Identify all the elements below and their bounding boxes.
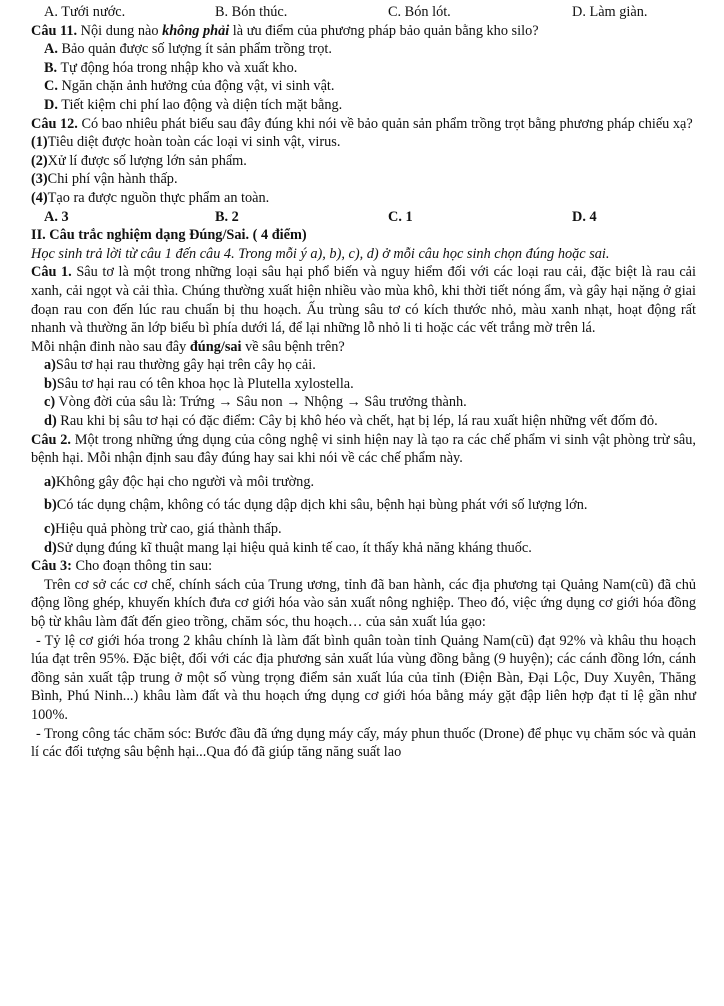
option-key: B. (44, 59, 58, 76)
answer-b[interactable] (215, 208, 388, 227)
tf-question-1-prompt (31, 338, 696, 357)
statement-4 (31, 189, 696, 208)
option-text: Ngăn chặn ảnh hưởng của động vật, vi sinh vật. (57, 78, 335, 95)
tf-question-3-text: Cho đoạn thông tin sau: (71, 558, 213, 575)
tf-question-2-item-b[interactable] (31, 496, 696, 515)
tf-question-1-item-d[interactable] (31, 412, 696, 431)
option-text: Bảo quản được số lượng ít sản phẩm trồng trọt. (57, 41, 332, 58)
option-c[interactable]: C. Bón lót. (388, 4, 451, 20)
tf-question-2-label: Câu 2. (31, 431, 71, 448)
statement-text: Tiêu diệt được hoàn toàn các loại vi sinh vật, virus. (47, 134, 341, 151)
prompt-pre: Mỗi nhận đinh nào sau đây (31, 338, 190, 355)
tf-question-2-item-a[interactable] (31, 473, 696, 492)
item-text: Rau khi bị sâu tơ hại có đặc điểm: Cây bị khô héo và chết, hạt bị lép, lá rau xuất hiện những vết đốm đỏ. (56, 413, 658, 430)
statement-text: Xử lí được số lượng lớn sản phẩm. (47, 152, 247, 169)
statement-text: Tạo ra được nguồn thực phẩm an toàn. (47, 189, 270, 206)
statement-key: (2) (31, 152, 48, 169)
tf-question-3-label: Câu 3: (31, 558, 72, 575)
statement-1 (31, 133, 696, 152)
item-text: Có tác dụng chậm, không có tác dụng dập dịch khi sâu, bệnh hại bùng phát với số lượng lớn. (56, 497, 588, 514)
item-text: Vòng đời của sâu là: Trứng → Sâu non → Nhộng → Sâu trưởng thành. (55, 394, 467, 411)
tf-question-1-item-a[interactable] (31, 356, 696, 375)
statement-text: Chi phí vận hành thấp. (47, 171, 178, 188)
tf-question-1 (31, 263, 696, 337)
tf-question-2-item-c[interactable] (31, 520, 696, 539)
item-text: Sâu tơ hại rau có tên khoa học là Plutella xylostella. (56, 375, 354, 392)
question-11-label: Câu 11. (31, 22, 78, 39)
item-key: a) (44, 473, 56, 490)
statement-2 (31, 152, 696, 171)
question-11-pre: Nội dung nào (77, 22, 163, 39)
tf-question-1-item-c[interactable] (31, 393, 696, 412)
item-key: a) (44, 357, 56, 374)
tf-question-3-paragraph-2: - Tỷ lệ cơ giới hóa trong 2 khâu chính là làm đất bình quân toàn tỉnh Quảng Nam(cũ) đạt 92% và khâu thu hoạch lúa đạt trên 95%. Đặc biệt, đối với các địa phương sản xuất lúa vùng đồng bằng (9 huyện); các cánh đồng lớn, cánh đồng sản xuất tập trung ở một số vùng trọng điểm sản xuất lúa của tỉnh (Điện Bàn, Đại Lộc, Duy Xuyên, Thăng Bình, Phú Ninh...) khâu làm đất và thu hoạch ứng dụng cơ giới hóa bằng máy gặt đập liên hợp đạt tỉ lệ gần như 100%. (31, 632, 696, 723)
tf-question-1-item-b[interactable] (31, 375, 696, 394)
tf-question-3-paragraph-3: - Trong công tác chăm sóc: Bước đầu đã ứng dụng máy cấy, máy phun thuốc (Drone) để phục vụ chăm sóc và quản lí các đối tượng sâu bệnh hại...Qua đó đã giúp tăng năng suất lao (31, 725, 696, 761)
answer-c[interactable] (388, 208, 572, 227)
tf-question-2-item-d[interactable] (31, 539, 696, 558)
item-key: b) (44, 375, 57, 392)
section-2-title: II. Câu trắc nghiệm dạng Đúng/Sai. ( 4 điểm) (31, 227, 307, 244)
question-12-text: Có bao nhiêu phát biểu sau đây đúng khi nói về bảo quản sản phẩm trồng trọt bằng phương pháp chiếu xạ? (77, 115, 693, 132)
question-11-option-c[interactable] (31, 77, 696, 96)
question-11-post: là ưu điểm của phương pháp bảo quản bằng kho silo? (229, 22, 539, 39)
statement-3 (31, 170, 696, 189)
tf-question-3 (31, 557, 696, 576)
tf-question-1-text: Sâu tơ là một trong những loại sâu hại phổ biến và nguy hiểm đối với các loại rau cải, đặc biệt là rau cải xanh, cải ngọt và cải thìa. Chúng thường xuất hiện nhiều vào mùa khô, khi thời tiết nóng ẩm, và gây hại nặng ở giai đoạn rau con đến lúc rau chuẩn bị thu hoạch. Ấu trùng sâu tơ có kích thước nhỏ, màu xanh nhạt, hoạt động rất nhanh và thường ăn lớp biểu bì phía dưới lá, để lại những lỗ nhỏ li ti hoặc các vết trắng mờ trên lá. (31, 264, 696, 337)
question-11-option-a[interactable] (31, 40, 696, 59)
option-a[interactable]: A. Tưới nước. (44, 4, 126, 20)
item-text: Sử dụng đúng kĩ thuật mang lại hiệu quả kinh tế cao, ít thấy khả năng kháng thuốc. (56, 539, 532, 556)
statement-key: (1) (31, 134, 48, 151)
tf-question-1-label: Câu 1. (31, 264, 72, 281)
answer-d[interactable] (572, 208, 597, 227)
question-11-option-b[interactable] (31, 59, 696, 78)
tf-question-2-text: Một trong những ứng dụng của công nghệ vi sinh hiện nay là tạo ra các chế phẩm vi sinh vật phòng trừ sâu, bệnh hại. Mỗi nhận định sau đây đúng hay sai khi nói về các chế phẩm này. (31, 431, 696, 467)
prompt-post: về sâu bệnh trên? (241, 338, 345, 355)
item-key: c) (44, 521, 56, 538)
item-text: Sâu tơ hại rau thường gây hại trên cây họ cải. (55, 357, 316, 374)
answer-a-label: A. 3 (44, 208, 69, 225)
prev-answer-options (31, 3, 696, 22)
item-key: c) (44, 394, 56, 411)
item-text: Không gây độc hại cho người và môi trường. (55, 473, 315, 490)
item-key: d) (44, 539, 57, 556)
item-key: b) (44, 497, 57, 514)
tf-question-2 (31, 431, 696, 468)
prompt-emphasis: đúng/sai (189, 338, 242, 355)
option-text: Tiết kiệm chi phí lao động và diện tích mặt bằng. (57, 96, 343, 113)
option-key: D. (44, 96, 58, 113)
item-key: d) (44, 413, 57, 430)
question-11-option-d[interactable] (31, 96, 696, 115)
option-key: C. (44, 78, 58, 95)
option-text: Tự động hóa trong nhập kho và xuất kho. (57, 59, 298, 76)
item-text: Hiệu quả phòng trừ cao, giá thành thấp. (55, 521, 282, 538)
statement-key: (4) (31, 189, 48, 206)
answer-c-label: C. 1 (388, 208, 413, 225)
answer-b-label: B. 2 (215, 208, 239, 225)
question-12-label: Câu 12. (31, 115, 78, 132)
option-b[interactable]: B. Bón thúc. (215, 4, 288, 20)
answer-a[interactable] (31, 208, 215, 227)
option-d[interactable]: D. Làm giàn. (572, 4, 648, 20)
question-12-answers (31, 208, 696, 227)
tf-question-3-paragraph-1: Trên cơ sở các cơ chế, chính sách của Trung ương, tỉnh đã ban hành, các địa phương tại Quảng Nam(cũ) đã chủ động lồng ghép, khuyến khích đưa cơ giới hóa vào sản xuất nông nghiệp. Theo đó, việc ứng dụng cơ giới hóa đồng bộ từ khâu làm đất đến gieo trồng, chăm sóc, thu hoạch… của sản xuất lúa gạo: (31, 576, 696, 630)
question-11-emphasis: không phải (162, 22, 230, 39)
statement-key: (3) (31, 171, 48, 188)
question-12 (31, 115, 696, 134)
question-11 (31, 22, 696, 41)
answer-d-label: D. 4 (572, 208, 597, 225)
section-2-instructions: Học sinh trả lời từ câu 1 đến câu 4. Trong mỗi ý a), b), c), d) ở mỗi câu học sinh chọn đúng hoặc sai. (31, 245, 610, 262)
option-key: A. (44, 41, 58, 58)
